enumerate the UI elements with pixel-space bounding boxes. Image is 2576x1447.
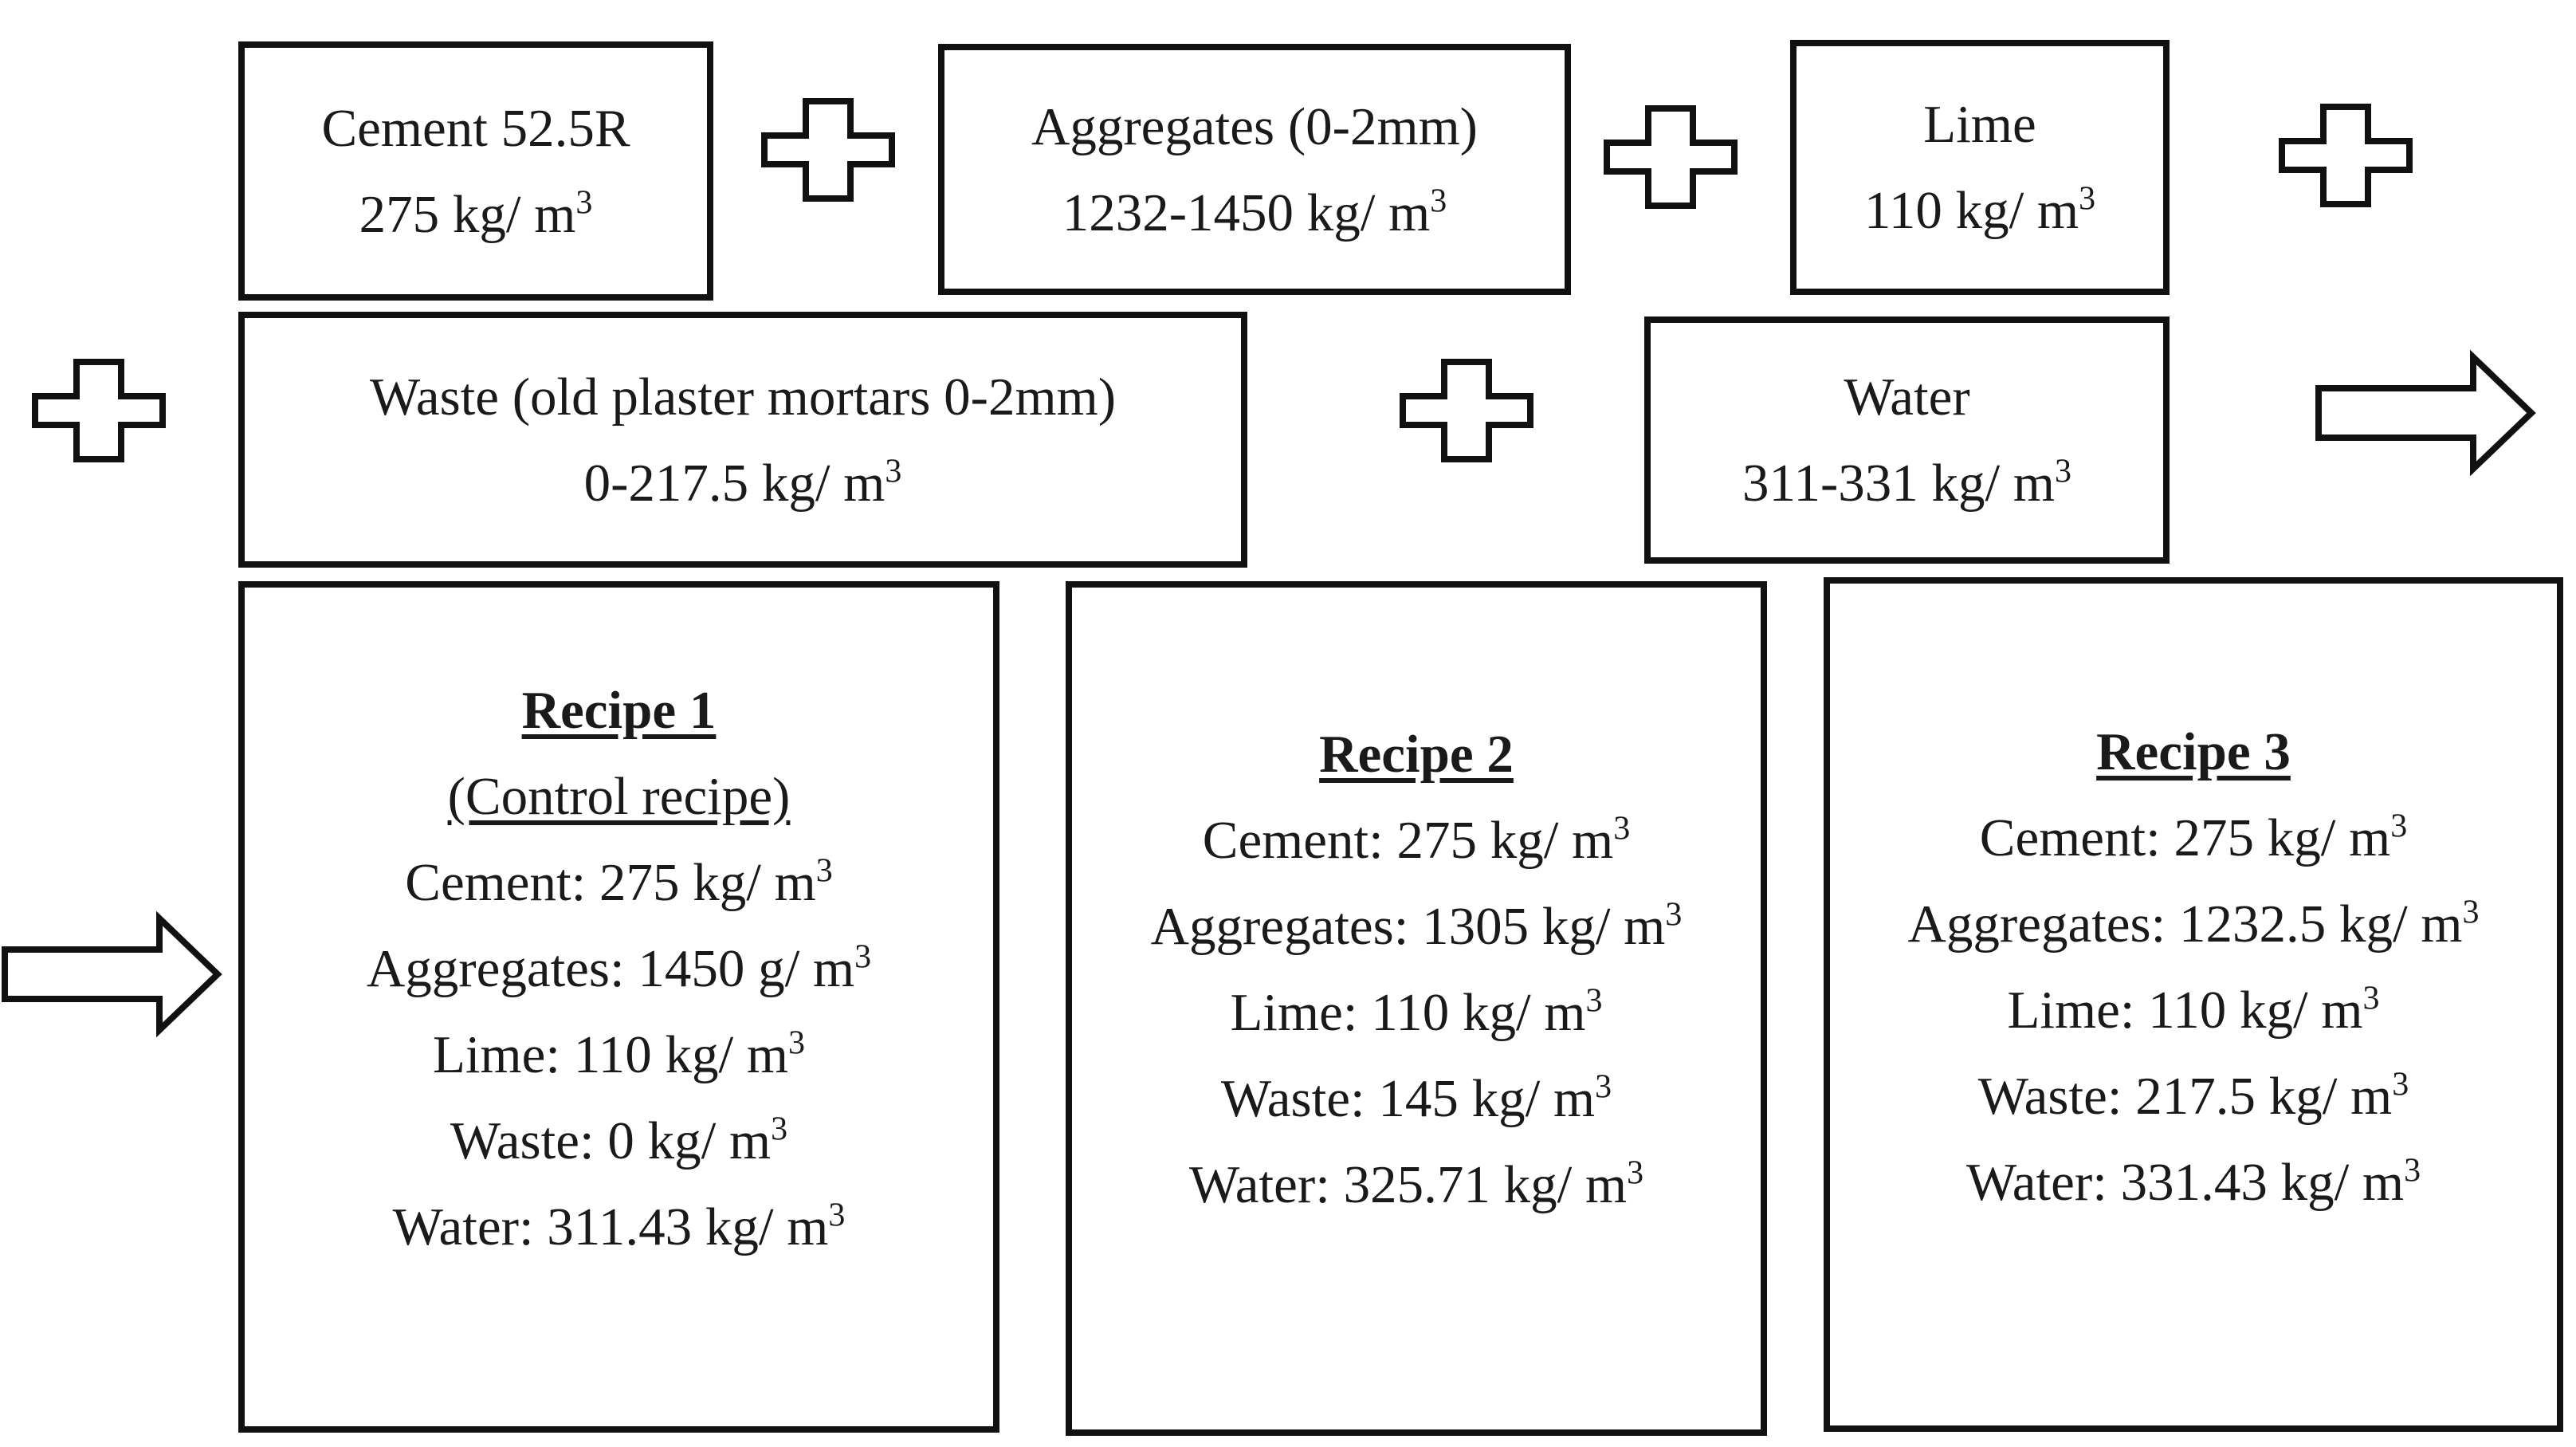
recipe-1-title: Recipe 1: [521, 681, 717, 740]
water-box: [1644, 317, 2170, 564]
recipe-3-aggregates: Aggregates: 1232.5 kg/ $m^3$: [1907, 894, 2480, 954]
plus-icon: [1604, 105, 1738, 209]
lime-amount: 110 kg/ $m^3$: [1863, 180, 2096, 240]
recipe-3-lime: Lime: 110 kg/ $m^3$: [2007, 980, 2380, 1040]
cement-amount: 275 kg/ $m^3$: [359, 184, 593, 244]
recipe-2-title: Recipe 2: [1319, 725, 1514, 784]
plus-icon: [1400, 359, 1533, 462]
plus-icon: [32, 359, 166, 462]
lime-box: [1790, 40, 2170, 295]
recipe-1-waste: Waste: 0 kg/ $m^3$: [450, 1111, 788, 1170]
right-arrow-icon: [2315, 354, 2535, 472]
recipe-2-aggregates: Aggregates: 1305 kg/ $m^3$: [1150, 896, 1683, 956]
waste-name: Waste (old plaster mortars 0-2mm): [369, 367, 1117, 427]
aggregates-name: Aggregates (0-2mm): [1031, 96, 1478, 156]
plus-icon: [761, 98, 895, 202]
recipe-1-aggregates: Aggregates: 1450 g/ $m^3$: [366, 938, 872, 998]
aggregates-amount: 1232-1450 kg/ $m^3$: [1062, 183, 1447, 242]
recipe-1-cement: Cement: 275 kg/ $m^3$: [405, 852, 833, 912]
recipe-3-title: Recipe 3: [2096, 722, 2291, 781]
recipe-2-water: Water: 325.71 kg/ $m^3$: [1188, 1154, 1644, 1214]
plus-icon: [2279, 104, 2413, 207]
aggregates-box: [938, 44, 1571, 295]
recipe-3-box: [1824, 577, 2563, 1432]
cement-name: Cement 52.5R: [321, 98, 630, 158]
waste-box: [238, 312, 1247, 568]
recipe-3-cement: Cement: 275 kg/ $m^3$: [1979, 808, 2408, 867]
cement-box: [238, 41, 713, 301]
recipe-2-lime: Lime: 110 kg/ $m^3$: [1230, 982, 1603, 1042]
recipe-1-lime: Lime: 110 kg/ $m^3$: [432, 1024, 805, 1084]
right-arrow-icon: [2, 915, 221, 1033]
recipe-1-box: [238, 581, 999, 1433]
recipe-3-waste: Waste: 217.5 kg/ $m^3$: [1977, 1066, 2409, 1126]
water-name: Water: [1844, 368, 1970, 427]
water-amount: 311-331 kg/ $m^3$: [1742, 453, 2072, 513]
waste-amount: 0-217.5 kg/ $m^3$: [583, 453, 902, 513]
lime-name: Lime: [1923, 95, 2036, 154]
recipe-2-waste: Waste: 145 kg/ $m^3$: [1220, 1068, 1612, 1128]
recipe-1-subtitle: (Control recipe): [447, 767, 791, 826]
recipe-3-water: Water: 331.43 kg/ $m^3$: [1965, 1152, 2421, 1212]
recipe-2-cement: Cement: 275 kg/ $m^3$: [1202, 810, 1631, 870]
recipe-2-box: [1066, 581, 1767, 1436]
recipe-1-water: Water: 311.43 kg/ $m^3$: [392, 1197, 846, 1256]
